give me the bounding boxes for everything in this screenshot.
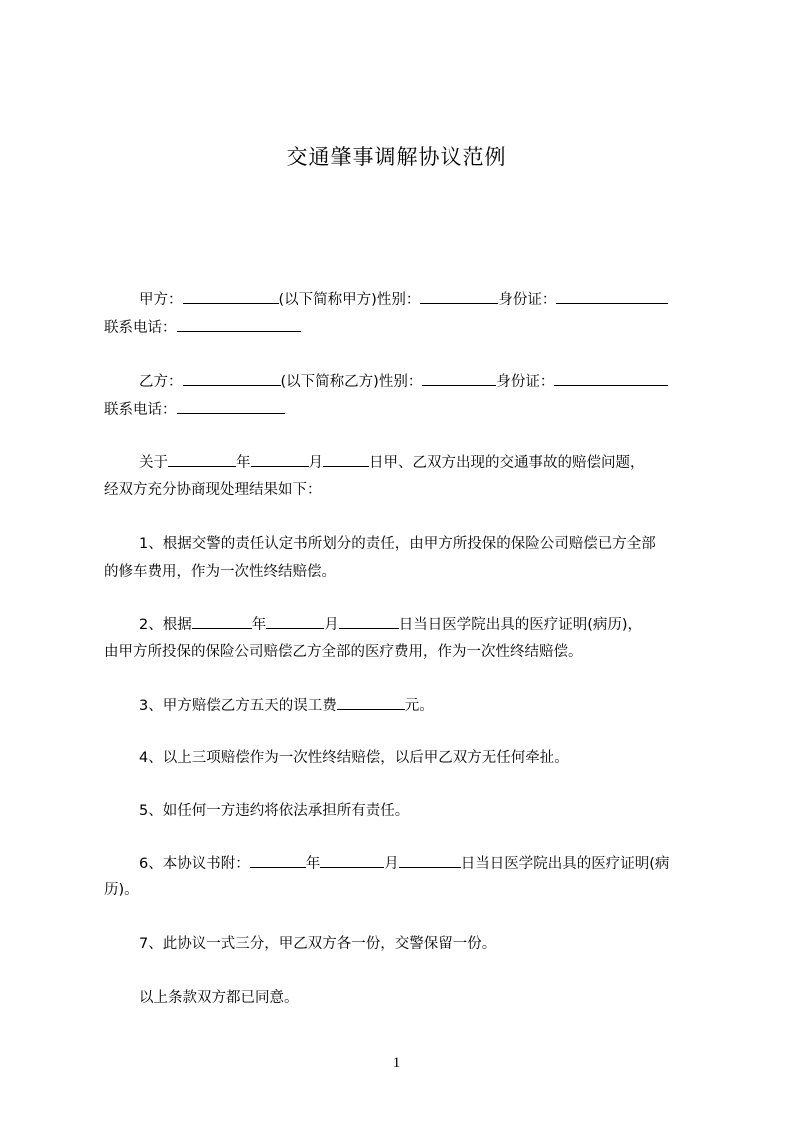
clause-1-line-2: 的修车费用，作为一次性终结赔偿。	[104, 564, 336, 580]
party-a-label: 甲方：	[139, 292, 183, 308]
intro-month-label: 月	[308, 455, 323, 471]
intro-day-blank[interactable]	[323, 452, 369, 467]
clause-6-line-2: 历)。	[104, 882, 139, 898]
clause-2-prefix: 2、根据	[139, 617, 192, 633]
clause-4-line: 4、以上三项赔偿作为一次性终结赔偿，以后甲乙双方无任何牵扯。	[139, 750, 569, 766]
clause-6-month-label: 月	[384, 856, 399, 872]
party-b-alias-text: (以下简称乙方)性别：	[280, 374, 423, 390]
party-a-id-label: 身份证：	[498, 292, 557, 308]
clause-6-day-blank[interactable]	[399, 853, 461, 868]
clause-2-day-blank[interactable]	[339, 614, 399, 629]
clause-2-month-blank[interactable]	[266, 614, 324, 629]
clause-6-month-blank[interactable]	[320, 853, 384, 868]
party-b-phone-label: 联系电话：	[104, 402, 177, 418]
clause-7-line: 7、此协议一式三分，甲乙双方各一份，交警保留一份。	[139, 936, 497, 952]
clause-6-year-label: 年	[305, 856, 321, 872]
page-number: 1	[392, 1055, 401, 1071]
party-a-id-blank[interactable]	[556, 289, 668, 304]
clause-6-day-rest: 日当日医学院出具的医疗证明(病	[460, 856, 670, 872]
document-title: 交通肇事调解协议范例	[286, 145, 507, 169]
clause-3-amount-blank[interactable]	[337, 695, 405, 710]
party-a-alias-text: (以下简称甲方)性别：	[278, 292, 421, 308]
party-b-phone-line	[104, 399, 285, 421]
clause-3-suffix: 元。	[404, 698, 434, 714]
party-a-phone-blank[interactable]	[177, 317, 301, 332]
party-b-phone-blank[interactable]	[177, 399, 285, 414]
party-a-name-blank[interactable]	[183, 289, 279, 304]
clause-2-year-blank[interactable]	[192, 614, 252, 629]
clause-2-line-2: 由甲方所投保的保险公司赔偿乙方全部的医疗费用，作为一次性终结赔偿。	[104, 644, 583, 660]
party-b-gender-blank[interactable]	[422, 371, 496, 386]
party-b-name-blank[interactable]	[183, 371, 281, 386]
intro-day-rest: 日甲、乙双方出现的交通事故的赔偿问题，	[369, 455, 645, 471]
clause-2-day-rest: 日当日医学院出具的医疗证明(病历)，	[398, 617, 643, 633]
clause-5-line: 5、如任何一方违约将依法承担所有责任。	[139, 803, 410, 819]
intro-year-label: 年	[236, 455, 251, 471]
clause-2-month-label: 月	[324, 617, 339, 633]
clause-6-year-blank[interactable]	[250, 853, 306, 868]
party-a-gender-blank[interactable]	[420, 289, 498, 304]
intro-year-blank[interactable]	[168, 452, 236, 467]
party-b-label: 乙方：	[139, 374, 183, 390]
clause-6-prefix: 6、本协议书附：	[139, 856, 250, 872]
intro-line-2: 经双方充分协商现处理结果如下：	[104, 482, 322, 498]
clause-3-prefix: 3、甲方赔偿乙方五天的误工费	[139, 698, 337, 714]
clause-6-line-1	[139, 853, 669, 875]
party-b-id-label: 身份证：	[496, 374, 555, 390]
clause-1-line-1: 1、根据交警的责任认定书所划分的责任，由甲方所投保的保险公司赔偿已方全部	[139, 536, 656, 552]
party-b-id-blank[interactable]	[554, 371, 668, 386]
intro-prefix: 关于	[139, 455, 168, 471]
clause-3-line	[139, 695, 434, 717]
intro-month-blank[interactable]	[251, 452, 309, 467]
closing-line: 以上条款双方都已同意。	[139, 990, 299, 1006]
party-a-phone-line	[104, 317, 301, 339]
intro-line	[139, 452, 645, 474]
party-a-line	[139, 289, 668, 311]
clause-2-line-1	[139, 614, 642, 636]
party-b-line	[139, 371, 668, 393]
party-a-phone-label: 联系电话：	[104, 320, 177, 336]
clause-2-year-label: 年	[251, 617, 267, 633]
